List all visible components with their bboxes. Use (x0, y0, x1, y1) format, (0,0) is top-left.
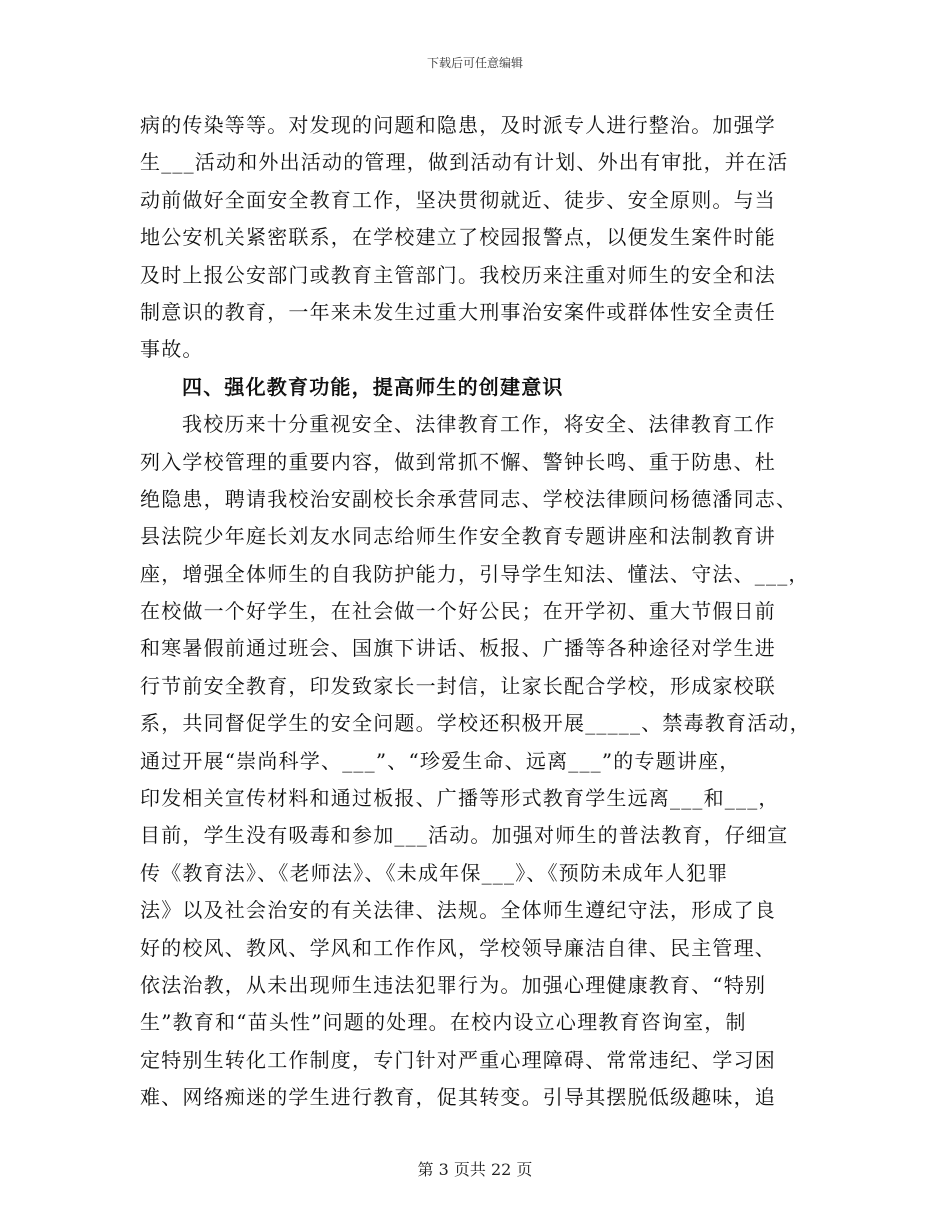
text-line: 制意识的教育，一年来未发生过重大刑事治安案件或群体性安全责任 (140, 299, 776, 324)
text-line: 难、网络痴迷的学生进行教育，促其转变。引导其摆脱低级趣味，追 (140, 1085, 776, 1110)
text-line: 县法院少年庭长刘友水同志给师生作安全教育专题讲座和法制教育讲 (140, 524, 776, 549)
text-line: 通过开展“崇尚科学、___”、“珍爱生命、远离___”的专题讲座， (140, 748, 741, 773)
page-footer: 第 3 页共 22 页 (417, 1160, 533, 1179)
text-line: 绝隐患，聘请我校治安副校长余承营同志、学校法律顾问杨德潘同志、 (140, 486, 798, 511)
text-line: 定特别生转化工作制度，专门针对严重心理障碍、常常违纪、学习困 (140, 1047, 776, 1072)
text-line: 事故。 (140, 337, 204, 362)
document-body (140, 107, 810, 1117)
text-line: 目前，学生没有吸毒和参加___活动。加强对师生的普法教育，仔细宣 (140, 823, 789, 848)
page-header: 下载后可任意编辑 (426, 56, 523, 70)
text-line: 座，增强全体师生的自我防护能力，引导学生知法、懂法、守法、___， (140, 561, 810, 586)
text-line: 动前做好全面安全教育工作，坚决贯彻就近、徒步、安全原则。与当 (140, 187, 776, 212)
section-heading: 四、强化教育功能，提高师生的创建意识 (182, 374, 564, 399)
text-line: 地公安机关紧密联系，在学校建立了校园报警点，以便发生案件时能 (140, 225, 776, 250)
text-line: 印发相关宣传材料和通过板报、广播等形式教育学生远离___和___， (140, 786, 780, 811)
text-line: 病的传染等等。对发现的问题和隐患，及时派专人进行整治。加强学 (140, 113, 776, 137)
text-line: 及时上报公安部门或教育主管部门。我校历来注重对师生的安全和法 (140, 262, 776, 287)
text-line: 好的校风、教风、学风和工作作风，学校领导廉洁自律、民主管理、 (140, 935, 776, 960)
text-line: 在校做一个好学生，在社会做一个好公民；在开学初、重大节假日前 (140, 599, 776, 624)
text-line: 生”教育和“苗头性”问题的处理。在校内设立心理教育咨询室，制 (140, 1010, 747, 1035)
text-line: 行节前安全教育，印发致家长一封信，让家长配合学校，形成家校联 (140, 673, 776, 698)
text-line: 系，共同督促学生的安全问题。学校还积极开展_____、禁毒教育活动， (140, 711, 811, 736)
text-line: 传《教育法》、《老师法》、《未成年保___》、《预防未成年人犯罪 (140, 860, 729, 885)
text-line: 列入学校管理的重要内容，做到常抓不懈、警钟长鸣、重于防患、杜 (140, 449, 776, 474)
text-line: 和寒暑假前通过班会、国旗下讲话、板报、广播等各种途径对学生进 (140, 636, 776, 661)
text-line: 依法治教，从未出现师生违法犯罪行为。加强心理健康教育、“特别 (140, 972, 767, 997)
text-line: 我校历来十分重视安全、法律教育工作，将安全、法律教育工作 (182, 412, 776, 437)
text-line: 法》以及社会治安的有关法律、法规。全体师生遵纪守法，形成了良 (140, 898, 776, 923)
text-line: 生___活动和外出活动的管理，做到活动有计划、外出有审批，并在活 (140, 150, 789, 175)
